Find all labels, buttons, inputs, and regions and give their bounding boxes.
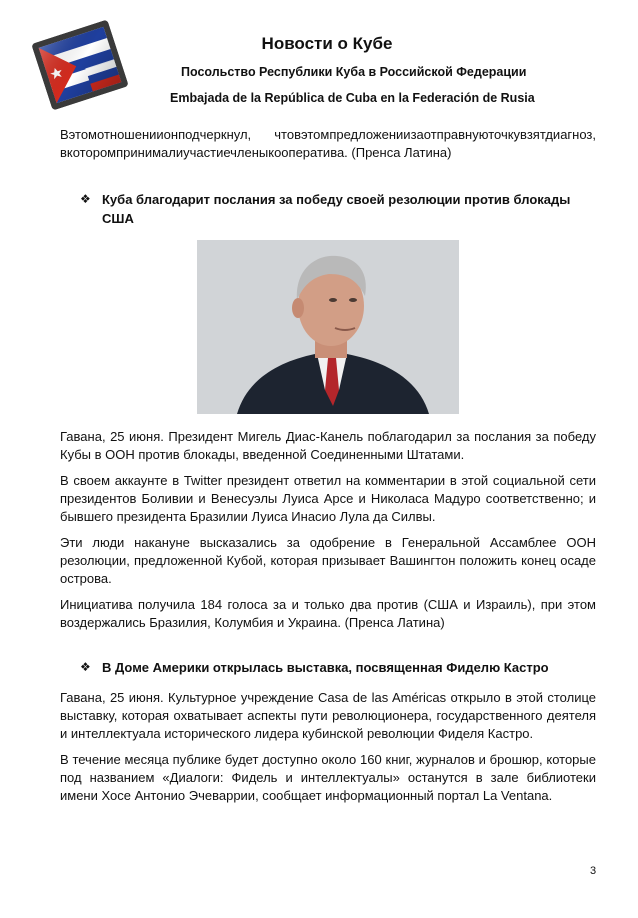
- embassy-name-ru: Посольство Республики Куба в Российской Федерации: [181, 65, 527, 79]
- diamond-bullet-icon: ❖: [80, 660, 91, 674]
- article-heading-text: В Доме Америки открылась выставка, посвященная Фиделю Кастро: [102, 660, 549, 675]
- page-title: Новости о Кубе: [261, 34, 393, 53]
- paragraph: Инициатива получила 184 голоса за и только два против (США и Израиль), при этом воздержались Бразилия, Колумбия и Украина. (Пренса Латина): [60, 597, 596, 630]
- paragraph: Эти люди накануне высказались за одобрение в Генеральной Ассамблее ООН резолюции, предложенной Кубой, которая призывает Вашингтон положить конец осаде острова.: [60, 535, 596, 586]
- diamond-bullet-icon: ❖: [80, 192, 91, 206]
- article-1-body: [60, 428, 596, 632]
- paragraph: В течение месяца публике будет доступно около 160 книг, журналов и брошюр, которые под названием «Диалоги: Фидель и интеллектуалы» останутся в зале библиотеки имени Хосе Антонио Эчеваррии, сообщает информационный портал La Ventana.: [60, 752, 596, 803]
- paragraph: В своем аккаунте в Twitter президент ответил на комментарии в этой социальной сети президентов Боливии и Венесуэлы Луиса Арсе и Николаса Мадуро соответственно; и бывшего президента Бразилии Луиса Инасио Лула да Силвы.: [60, 473, 596, 524]
- embassy-name-es: Embajada de la República de Cuba en la Federación de Rusia: [170, 91, 535, 105]
- paragraph: Гавана, 25 июня. Культурное учреждение Casa de las Américas открыло в этой столице выставку, которая охватывает аспекты пути революционера, государственного деятеля и интеллектуала исторического лидера кубинской революции Фиделя Кастро.: [60, 690, 596, 741]
- article-heading: [60, 190, 596, 228]
- paragraph: Гавана, 25 июня. Президент Мигель Диас-Канель поблагодарил за послания за победу Кубы в ООН против блокады, введенной Соединенными Штатами.: [60, 429, 596, 462]
- article-heading-text: Куба благодарит послания за победу своей резолюции против блокады США: [102, 192, 571, 226]
- article-heading: [60, 658, 596, 677]
- page-number: 3: [590, 865, 597, 877]
- president-photo: [197, 240, 459, 414]
- intro-paragraph: Вэтомотношениионподчеркнул, чтовэтомпредложениизаотправнуюточкувзятдиагноз, вкоторомпринималиучастиечленыкооператива. (Пренса Латина): [60, 127, 596, 160]
- article-2-body: [60, 689, 596, 805]
- document-body: [60, 126, 596, 813]
